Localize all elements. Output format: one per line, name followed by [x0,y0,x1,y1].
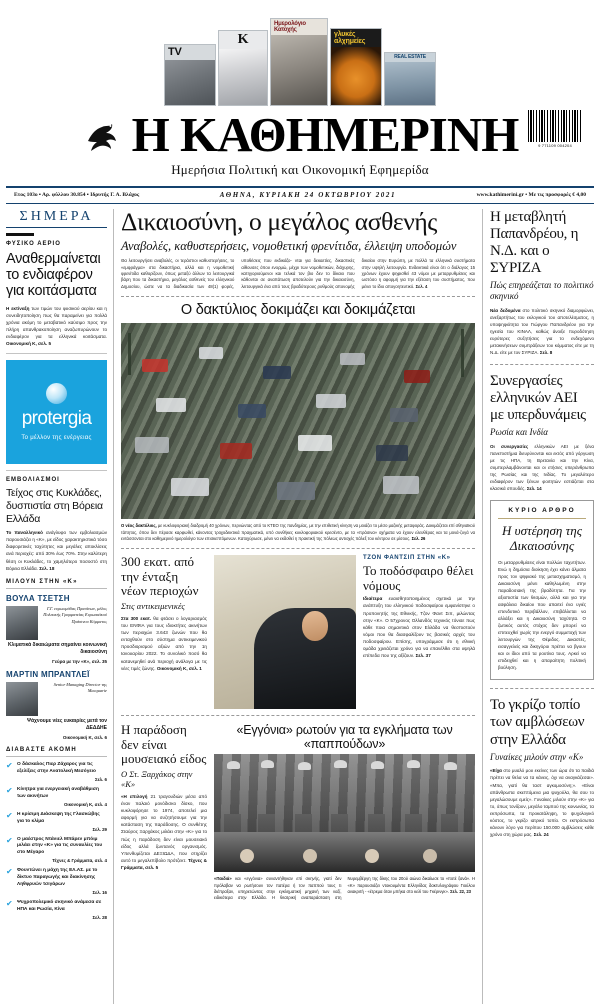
main-story-col3: απονομής δικαίου στην Ευρώπη, με πολλά τα ελληνικά συστήματα στην υψηλή λειτουργία. Ενδεικτικά είναι ότι ο διάλογος 15 χρόνων έχουν ψηφισθεί 43 νόμοι με μεταρρυθμίσεις και ωστόσο η αφορμή για την εξέταση του συστήματος, που μένει το ίδιο απογοητευτικό. [335,258,475,289]
check-icon: ✔ [6,785,13,795]
list-item[interactable] [6,837,107,864]
ad-protergia[interactable] [6,360,107,464]
contributor-bradley-role: Senior Managing Director της Macquarie [53,681,107,694]
newspaper-front-page [0,8,600,968]
list-item[interactable] [6,787,107,807]
contributor-bradley-avatar [6,682,38,716]
read-item-text: Ο μαέστρος Ντάνιελ Μπάρεν μπόιμ μιλάει στην «Κ» για τις συναυλίες του στο Μέγαρο [17,836,103,856]
story-nuremberg-body [214,876,475,901]
right-story-papandreou-lead: Νέα δεδομένα [490,307,521,313]
left-story-gas-body [6,305,107,348]
list-item[interactable] [6,812,107,832]
barcode [528,110,582,150]
story-300-headline: 300 εκατ. από την ένταξη νέων περιοχών [121,554,199,599]
masthead [0,106,600,162]
story-tradition-text: 21 τραγουδιών μέσα από έναν παλαιό μονόδισκο δίσκο, που κυκλοφόρησε το 1974, αποτελεί μια αφορμή για να συζητήσουμε για την κατάσταση της παράδοσης. Ο συνθέτης Σταύρος Ξαρχάκος μιλάει στην «Κ» για το πώς η παράδοση δεν είναι μουσειακό είδος αλλά ζωντανός οργανισμός. Υπενθυμίζεται ΔΕΞΙΩΔΑ, που στηρίζει αυτό το μεγαλεπίβολο πρότζεκτ. [121,793,207,863]
contributor-bradley[interactable] [6,670,107,740]
left-story-gas-ref: Οικονομική Κ, σελ. 5 [6,341,52,347]
right-story-papandreou-headline: Η μεταβλητή Παπανδρέου, η Ν.Δ. και ο ΣΥΡΙΖΑ [490,209,579,277]
infobar-issue-info: Ετος 103ο ▪ Αρ. φύλλου 30.854 ▪ Ιδρυτής Γ. Α. Βλάχος [14,192,140,198]
right-story-universities-lead: Οι συνεργασίες [490,444,529,450]
story-tradition-ref: Τέχνες & Γράμματα, σελ. 5 [121,857,207,870]
masthead-subtitle: Ημερήσια Πολιτική και Οικονομική Εφημερίδα [171,162,429,177]
story-football[interactable] [363,555,475,709]
mid-divider-2 [121,548,475,549]
left-rule [6,233,34,236]
story-football-headline: Το ποδόσφαιρο θέλει νόμους [363,563,474,593]
story-tradition-subhead: Ο Στ. Ξαρχάκος στην «Κ» [121,768,193,789]
traffic-caption-ref: Σελ. 26 [411,535,426,541]
left-story-vaccines-body [6,529,107,572]
griffin-logo-icon [82,115,122,155]
promo-item-imerologio [270,18,328,106]
main-story-body [121,258,475,290]
check-icon: ✔ [6,760,13,770]
mid-bottom-row [121,723,475,901]
promo-item-k [218,30,268,106]
barcode-number: 9 771109 004204 [538,143,572,148]
left-column [6,209,114,1004]
right-story-abortions-text: στο μυαλό μου εκείνες των ώρα ότι τα παιδιά πρέπει να θελα να τα κάνεις, όχι να αναγκάζεσαι». «Μπα, γιατί θα ταστ αγκομοσύνη;». «Είναι απάνθρωπα σκεπτόμενα μια ψυχούλα, θα σου το μεγαλώσουμε εμείς». Γυναίκες μιλούν στην «Κ» για το, όπως τονίζουν, μεγάλο ταμπού της κοινωνίας, τα εκπρόσωπα, τα προκατάληψη, το ψυχολογικό κόστος, το γκρίζο ιατρικό τοπίο. Οι εκπρόσωπα κάνουν λόγο για περίπου 150.000 αμβλώσεις κάθε χρόνο στη χώρα μας. [490,768,594,837]
read-more-label: ΔΙΑΒΑΣΤΕ ΑΚΟΜΗ [6,747,107,757]
promo-item-k-label: K [237,32,249,47]
right-story-abortions-lead: «Είχα [490,768,502,774]
contributor-bradley-ref: Οικονομική Κ, σελ. 6 [62,734,107,740]
read-item-ref: Τέχνες & Γράμματα, σελ. 4 [52,858,107,864]
right-story-papandreou-body [490,307,594,356]
read-item-ref: Σελ. 6 [94,776,107,782]
right-story-abortions[interactable] [490,697,594,837]
check-icon: ✔ [6,835,13,845]
right-story-abortions-ref: Σελ. 24 [533,831,549,837]
photo-story-headline: Ο δακτύλιος δοκιμάζει και δοκιμάζεται [180,302,416,319]
check-icon: ✔ [6,810,13,820]
contributor-tsetsi[interactable] [6,594,107,664]
right-story-papandreou-ref: Σελ. 8 [539,350,553,356]
list-item[interactable] [6,900,107,920]
story-tradition-lead: «Η επιλογή [121,793,148,799]
read-item-text: Η κρίσιμη Διάσκεψη της Γλασκώβης για το κλίμα [17,811,100,824]
story-football-body [363,595,475,659]
contributor-tsetsi-row [6,606,107,640]
left-story-gas-text: των τιμών του φυσικού αερίου και η συνειδητοποίηση πως θα παραμείνει για πολλά χρόνια ακόμη το μεταβατικό καύσιμο προς την πλήρη απανθρακοποίηση αναζωπυρώνουν το ενδιαφέρον για τα ελληνικά κοιτάσματα. [6,305,107,340]
right-story-abortions-headline: Το γκρίζο τοπίο των αμβλώσεων στην Ελλάδα [490,697,585,748]
contributor-bradley-name: ΜΑΡΤΙΝ ΜΠΡΑΝΤΛΕΪ [6,669,90,679]
infobar-date: ΑΘΗΝΑ, ΚΥΡΙΑΚΗ 24 ΟΚΤΩΒΡΙΟΥ 2021 [219,191,397,199]
promo-item-tv-image [165,60,215,105]
left-story-vaccines-headline: Τείχος στις Κυκλάδες, δυσπιστία στη Βόρεια Ελλάδα [6,487,103,525]
contributor-tsetsi-ref: Γεύρα με την «Κ», σελ. 35 [52,658,107,664]
main-story-subhead: Αναβολές, καθυστερήσεις, νομοθετική φρενίτιδα, έλλειψη υποδομών [121,238,457,253]
story-nuremberg-headline: «Εγγόνια» ρωτούν για τα εγκλήματα των «παππούδων» [236,723,453,752]
list-item[interactable] [6,762,107,782]
editorial-label: ΚΥΡΙΟ ΑΡΘΡΟ [498,507,586,519]
right-story-papandreou-text: στο πολιτικό σκηνικό διαμορφώνει, ανεξαρτήτως του εκλογικού του αποτελέσματος, η υποψηφιότητα του Γιώργου Παπανδρέου για την ηγεσία του ΚΙΝΑΛ, καθώς άνοιξε πυροδότηση ευρύτερες συζητήσεις για το ενδεχόμενο μετακινήσεων συμπράξεων του κόμματος είτε με τη Ν.Δ. είτε με τον ΣΥΡΙΖΑ. [490,307,594,356]
check-icon: ✔ [6,899,13,909]
left-story-gas-lead: Η εκτίναξη [6,305,30,311]
contributor-tsetsi-name: ΒΟΥΛΑ ΤΣΕΤΣΗ [6,593,70,603]
main-story-col1: Θα λειτουργήσει αναβολές, οι τεράστιοι καθυστερήσεις, το «εμφράγμα» στα δικαστήρια, αλλά και η νομοθετική φρενίτιδα καθορίζουν, όπως μεταξύ άλλων τα λειτουργικά βάρη που τα δικαστήρια, μεγάλος ασθενείς του ελληνικού Δημοσίου, ώστε να τα διαδικασία των 48(1) φορές, υποθέσεις που εκδικάζο- [121,258,292,289]
left-story-gas-kicker: ΦΥΣΙΚΟ ΑΕΡΙΟ [6,241,61,247]
left-story-gas-headline: Αναθερμαίνεται το ενδιαφέρον για κοιτάσματα [6,251,101,300]
mid-divider-3 [121,715,475,716]
middle-column [114,209,482,1004]
protergia-brand: protergia [21,408,92,430]
right-column [482,209,594,1004]
infobar [6,188,594,204]
contributor-bradley-row [6,682,107,716]
right-story-abortions-subhead: Γυναίκες μιλούν στην «Κ» [490,751,584,762]
masthead-title: Η ΚΑΘΗΜΕΡΙΝΗ [131,107,519,162]
footballer-face [302,611,328,641]
read-item-ref: Σελ. 29 [92,826,107,832]
promo-item-glykes-alchimies [330,28,382,106]
story-football-kicker: ΤΖΟΝ ΦΑΝΤΣΙΠ ΣΤΗΝ «Κ» [363,555,451,562]
story-tradition[interactable] [121,723,207,901]
read-item-text: Φουντώνει η μάχη της ΕΛ.ΑΣ. με το δίκτυο παραγωγής και διακίνησης Ληθφρυών τσιγάρων [17,868,98,888]
story-300-ref: Οικονομική Κ, σελ. 1 [156,665,202,671]
left-story-vaccines-text: ανάγλυφο των εμβολιασμών παρουσιάζει η «Κ», με είδος χαρακτηριστικά τόσο διαφορετικές ταχύτητες και μεγάλες αποκλίσεις ανά περιοχές: από 30% έως 70%. Στην καλύτερη θέση οι Κυκλάδες, το χαμηλότερο ποσοστό στη Βόρεια Ελλάδα. [6,530,107,571]
promo-item-imerologio-label: Ημερολόγιο Κατοχής [274,21,306,33]
right-story-abortions-body [490,767,594,837]
promo-item-imerologio-image [271,35,327,105]
main-story-col2: νται για δεκαετίες, δικαστικές αίθουσες όπου ενορμώ, μέχρι των νομοθετικών, διάχυρης, κατηγοριούμενοι και τελικά τον βιο δεν το δίκαιο που κάθονται σε αναπάτωση αποτελούν για την δικαιοσύνη, λειτουργικά ένα από τους βραδύτερους ρυθμούς [241,258,355,289]
traffic-caption-text: με κυκλοφοριακή διαδρομή 40 χρόνων, περνώντας από το ΚΤΕΟ της πανδημίας, με την επιθετική κίνηση να μοιάζει το μέσο μαζικής μεταφοράς. Δοκιμάζεται επί σθηναϊκού τάπητος, όπου δεν πέρασε καρφωθεί, κάνοντας τροχοδεικτικά πραγματικά, υπό συνθήκες κυκλοφοριακού κρεσέντο, με τα «πράσινα» οχήματα να έχουν ελευθέρας και τα μονά-ζυγά να εντάσσονται στο καθημερινό ημερολόγιο των επισκεπτόμενων. Κατοχύρωσε, μένει να εκδοθεί η πρακτική της πόλεως αντιοχές πάλεξ του κέντρου σε μίσους. [121,523,475,541]
promo-item-real-estate-image [385,62,435,105]
mid-divider-1 [121,296,475,297]
promo-item-glykes-label: γλυκές αλχημείες [334,31,366,45]
story-300-body [121,615,207,672]
story-300-million[interactable] [121,555,207,709]
editorial-box[interactable] [490,500,594,680]
traffic-caption-lead: Ο νέος δακτύλιος, [121,523,157,529]
story-tradition-body [121,793,207,871]
right-story-universities-text: ελληνικών ΑΕΙ με ξένα πανεπιστήμια διευρύνονται και εκτός από γόργωση με τις ΗΠΑ, τη Βρετανία και την Κίνα, συμπεριλαμβάνονται και οι ετήσιες υπεράνθρωπα της Ρωσίας και της Ινδίας. Το μεγαλύτερο ενδιαφέρον των ξένων φοιτητών εστιάζεται στα κλασικά σπουδές. [490,444,594,492]
traffic-photo-caption [121,523,475,542]
story-football-lead: Ιδιαίτερα [363,596,383,602]
editorial-title: Η υστέρηση της Δικαιοσύνης [502,523,582,554]
story-300-lead: Στα 300 εκατ. [121,615,152,621]
editorial-body: Οι μεταρρυθμίσεις είναι πολλών ταχυτήτων. Ενώ η δημόσια διοίκηση έχει κάνει άλματα προς τον ψηφιακό της μετασχηματισμό, η Δικαιοσύνη μένει καθηλωμένη στην παραδοσιακή της βραδύτητα. Για την αξιοπιστία των θεσμών, αλλά και για την ασφάλεια δικαίου που απαιτεί ένα υγιές επενδυτικό περιβάλλον, επιβάλλεται να αλλάξει και η Δικαιοσύνη ταχύτητα. Ο ζωτικός αυτός στόχος δεν μπορεί να επιτευχθεί χωρίς την ενεργό συμμετοχή των λειτουργών της Θέμιδος. Δικαστές, εισαγγελείς και δικηγόροι πρέπει να βγουν και οι ίδιοι από τα ρουτίνα τους. Αρκεί να επιδειχθεί και η απαραίτητη πολιτική βούληση. [498,560,586,671]
left-story-gas[interactable] [6,241,107,347]
protergia-tagline: Το μέλλον της ενέργειας [21,435,92,442]
left-divider-2 [6,470,107,471]
footballer-photo-wrap [214,555,356,709]
story-300-subhead: Στις αντικειμενικές [121,600,185,611]
barcode-bars [528,110,582,142]
nuremberg-photo [214,754,475,872]
contributor-tsetsi-role: Γ.Γ. ευρωομάδας Πρασίνων, μέλος Πολιτικής Γραμματείας Ευρωπαϊκού Πράσινου Κόμματος [43,605,107,625]
story-football-text: ευαισθητοποιημένος σχετικά με την ανάπτυξη του ελληνικού ποδοσφαίρου εμφανίστηκε ο προπονητής της Εθνικής, Τζον Φαντ Σιπ, μιλώντας στην «Κ». Ο 57χρονος Ολλανδός τεχνικός τόνισε πως κάθε ποια σημαντικά στον Ελλάδα να θεσπιστούν νόμοι που θα διασφαλίζουν τις βασικές αρχές του ποδοσφαίρου. Επίσης, υπογράμμισε ότι η εθνική ομάδα χρειάζεται χρόνο για να επανέλθει στα υψηλά επίπεδα που της αξίζουν. [363,596,475,659]
page-grid [0,204,600,1004]
story-nuremberg-lead: «Παιδιά» [214,876,232,882]
read-item-ref: Οικονομική Κ, σελ. 4 [63,801,107,807]
read-item-text: Ψυχροπολεμικό σκηνικό ανάμεσα σε ΗΠΑ και Ρωσία, Κίνα [17,900,102,913]
promo-item-tv [164,44,216,106]
right-story-universities-body [490,443,594,492]
left-story-vaccines-kicker: ΕΜΒΟΛΙΑΣΜΟΙ [6,477,60,484]
contributors-label: ΜΙΛΟΥΝ ΣΤΗΝ «Κ» [6,579,107,589]
story-football-ref: Σελ. 37 [415,653,431,659]
check-icon: ✔ [6,867,13,877]
infobar-website-price: www.kathimerini.gr • Με τις προσφορές € 4,00 [476,192,586,198]
promo-supplements-strip [0,8,600,106]
contributor-bradley-quote: Ψάχνουμε νέες ευκαιρίες μετά τον ΔΕΔΔΗΕ [27,717,107,732]
left-story-vaccines-lead: Το παναλληνικό [6,530,43,536]
right-story-papandreou-subhead: Πώς επηρεάζεται το πολιτικό σκηνικό [490,280,594,302]
footballer-photo [214,555,356,709]
contributor-tsetsi-avatar [6,606,38,640]
traffic-photo [121,323,475,519]
promo-item-k-image [219,49,267,105]
story-nuremberg[interactable] [214,723,475,901]
left-story-vaccines-ref: Σελ. 18 [39,565,55,571]
read-more-list [6,762,107,920]
left-story-vaccines[interactable] [6,477,107,571]
story-300-text: θα φτάσει ο λογαριασμός του ΕΝΦΙΑ για τους ιδιοκτήτες ακινήτων των περιοχών 3.643 ζωνών που θα ενταχθούν στο σύστημα αντικειμενικού προσδιορισμού αξιών από την 1η Ιανουαρίου 2022. Το συνολικό ποσό θα κατανεμηθεί ανά περιοχή ανάλογα με τις νέες τιμές ζώνης. [121,615,208,671]
right-divider-1 [490,364,594,365]
story-nuremberg-text: και «εγγόνια» συναντήθηκαν επί σκηνής, γιατί δεν πρόλαβαν να ρωτήσουν τον πατέρα ή τον παππού τους τι διέπραξαν, υπηρετώντας στην εγκληματική μηχανή των ναζί, ειδικότερα στην Ελλάδα. Η θεατρική αναπαράσταση στη Νυρεμβέργη της δίκης του 20ού αιώνα δικαίωσε το «ποτέ ξανά». Η «Κ» παρουσιάζει ντοκουμέντα Ελληνίδας δακτυλογράφου Γιούλου ανακριτή - «έτρεμα όταν μπήκα στο κελί του Γκέρινγκ». [214,876,475,901]
promo-item-real-estate [384,52,436,106]
left-divider-1 [6,353,107,354]
right-story-universities-ref: Σελ. 14 [526,486,542,492]
story-nuremberg-ref: Σελ. 22, 23 [450,888,471,894]
promo-item-glykes-image [331,47,381,105]
read-item-text: Ο δάσκαλος Πιερ Ζάχαρος για τις εξελίξεις στην Ανατολική Μεσόγειο [17,761,96,774]
protergia-logo-icon [46,383,67,404]
main-story-ref: Σελ. 4 [415,283,428,289]
right-story-papandreou[interactable] [490,209,594,356]
right-divider-2 [490,688,594,689]
contributor-tsetsi-quote: Κλιματικά δικαιώματα σημαίνει κοινωνική δικαιοσύνη [7,641,107,656]
list-item[interactable] [6,868,107,895]
read-item-ref: Σελ. 28 [92,915,107,921]
simera-section-header: ΣΗΜΕΡΑ [6,209,107,228]
read-item-ref: Σελ. 16 [92,890,107,896]
story-tradition-headline: Η παράδοση δεν είναι μουσειακό είδος [121,722,207,767]
promo-item-tv-label: TV [168,46,182,58]
main-story-headline: Δικαιοσύνη, ο μεγάλος ασθενής [121,207,437,236]
right-story-universities-subhead: Ρωσία και Ινδία [490,427,548,438]
promo-item-real-estate-label: REAL ESTATE [394,54,426,60]
main-story[interactable] [121,209,475,290]
right-story-universities[interactable] [490,373,594,492]
read-item-text: Κίνητρα για ενεργειακή αναβάθμιση των ακινήτων [17,786,99,799]
right-story-universities-headline: Συνεργασίες ελληνικών ΑΕΙ με υπερδυνάμεις [490,373,586,424]
mid-split-row [121,555,475,709]
